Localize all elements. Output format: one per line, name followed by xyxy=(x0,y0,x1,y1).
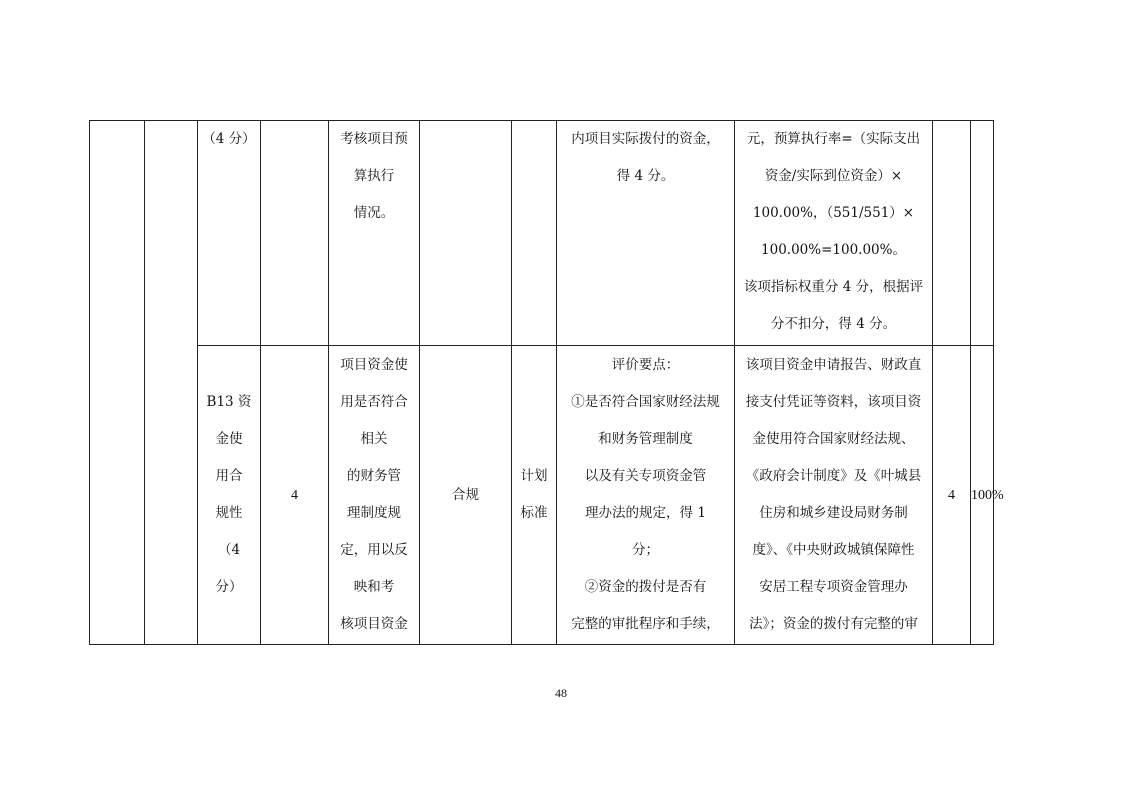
standard-line: 评价要点： xyxy=(611,357,680,373)
basis-line: 该项目资金申请报告、财政直 xyxy=(745,357,922,373)
basis-line: 住房和城乡建设局财务制 xyxy=(759,505,908,521)
target-cell xyxy=(420,121,512,346)
level1-indicator-cell xyxy=(90,121,145,645)
basis-line: 法》；资金的拨付有完整的审 xyxy=(749,616,918,632)
basis-line: 安居工程专项资金管理办 xyxy=(759,579,908,595)
explanation-cell xyxy=(329,346,420,645)
source-cell xyxy=(512,346,557,645)
basis-line: 接支付凭证等资料，该项目资 xyxy=(745,394,922,410)
standard-cell xyxy=(557,121,735,346)
indicator-line: （4 分） xyxy=(202,131,256,147)
explanation-cell xyxy=(329,121,420,346)
explanation-line: 算执行 xyxy=(353,168,395,184)
standard-line: 以及有关专项资金管 xyxy=(584,468,707,484)
indicator-line: B13 资 xyxy=(206,394,252,410)
basis-line: 100.00%，（551/551）× xyxy=(752,205,915,221)
standard-line: ②资金的拨付是否有 xyxy=(584,579,707,595)
explanation-line: 用是否符合 xyxy=(340,394,408,410)
basis-line: 资金/实际到位资金）× xyxy=(764,168,903,184)
basis-line: 该项指标权重分 4 分，根据评 xyxy=(743,279,924,295)
basis-line: 元，预算执行率=（实际支出 xyxy=(746,131,921,147)
basis-line: 《政府会计制度》及《叶城县 xyxy=(745,468,922,484)
table-row xyxy=(90,121,994,346)
basis-line: 金使用符合国家财经法规、 xyxy=(752,431,915,447)
standard-line: 分； xyxy=(632,542,659,558)
standard-cell xyxy=(557,346,735,645)
standard-line: 理办法的规定，得 1 xyxy=(585,505,706,521)
basis-line: 度》、《中央财政城镇保障性 xyxy=(752,542,915,558)
explanation-line: 映和考 xyxy=(353,579,395,595)
standard-line: 得 4 分。 xyxy=(616,168,675,184)
explanation-line: 定，用以反 xyxy=(340,542,408,558)
standard-line: ①是否符合国家财经法规 xyxy=(571,394,720,410)
score-cell: 4 xyxy=(933,346,971,645)
source-line: 标准 xyxy=(520,505,548,521)
weight-cell: 4 xyxy=(261,346,329,645)
indicator-line: 分） xyxy=(215,579,243,595)
indicator-line: 规性 xyxy=(215,505,243,521)
table-row xyxy=(90,346,994,645)
standard-line: 内项目实际拨付的资金， xyxy=(571,131,720,147)
indicator-line: 用合 xyxy=(215,468,243,484)
explanation-line: 核项目资金 xyxy=(340,616,408,632)
explanation-line: 相关 xyxy=(360,431,388,447)
target-cell: 合规 xyxy=(420,346,512,645)
indicator-line: 金使 xyxy=(215,431,243,447)
explanation-line: 考核项目预 xyxy=(340,131,408,147)
source-cell xyxy=(512,121,557,346)
score-cell xyxy=(933,121,971,346)
standard-line: 完整的审批程序和手续， xyxy=(571,616,720,632)
basis-cell xyxy=(735,121,933,346)
indicator-line: （4 xyxy=(217,542,241,558)
explanation-line: 理制度规 xyxy=(347,505,401,521)
standard-line: 和财务管理制度 xyxy=(598,431,693,447)
rate-cell xyxy=(971,121,994,346)
explanation-line: 情况。 xyxy=(353,205,395,221)
weight-cell xyxy=(261,121,329,346)
evaluation-table xyxy=(89,120,1004,645)
explanation-line: 项目资金使 xyxy=(340,357,408,373)
basis-line: 100.00%=100.00%。 xyxy=(761,242,906,258)
basis-line: 分不扣分，得 4 分。 xyxy=(770,316,897,332)
explanation-line: 的财务管 xyxy=(347,468,401,484)
rate-cell: 100% xyxy=(971,346,994,645)
level3-indicator-cell xyxy=(198,346,261,645)
basis-cell xyxy=(735,346,933,645)
page-number: 48 xyxy=(555,686,567,700)
level3-indicator-cell xyxy=(198,121,261,346)
source-line: 计划 xyxy=(520,468,548,484)
level2-indicator-cell xyxy=(145,121,198,645)
